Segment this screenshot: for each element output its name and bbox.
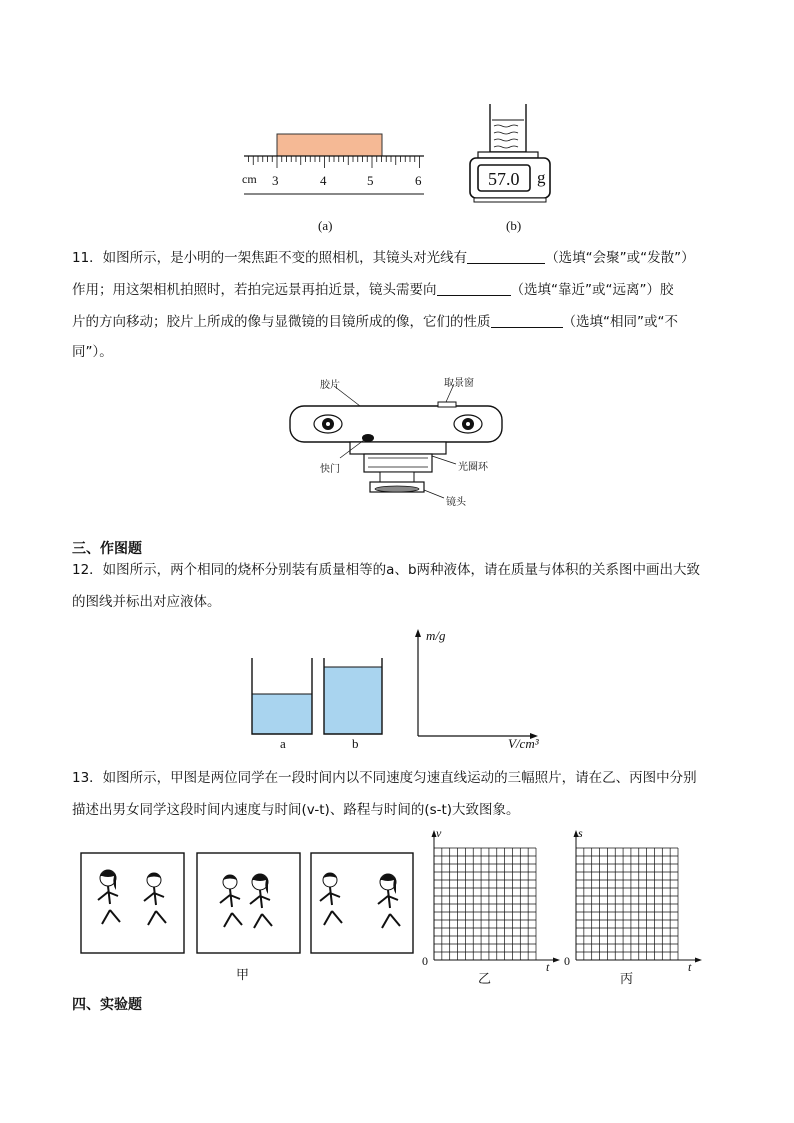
camera-label-aperture: 光圈环	[458, 462, 488, 473]
m-axis-label: m/g	[426, 628, 446, 643]
graph-s-t	[560, 826, 710, 976]
q11-line-3	[72, 314, 678, 330]
graph-v-t	[418, 826, 568, 976]
section-3-heading: 三、作图题	[72, 541, 142, 557]
q11-text-3b: （选填“相同”或“不	[562, 314, 678, 330]
camera-label-lens: 镜头	[446, 497, 466, 508]
v-t-x-label: t	[546, 960, 550, 974]
ruler-diagram	[236, 124, 432, 204]
q11-line-2	[72, 282, 673, 298]
camera-label-viewfinder: 取景窗	[444, 378, 474, 389]
q13-line-1: 13．如图所示，甲图是两位同学在一段时间内以不同速度匀速直线运动的三幅照片，请在乙、丙图中分别	[72, 770, 697, 786]
q11-line-1	[72, 250, 695, 266]
v-axis-label: V/cm³	[508, 736, 539, 751]
figure-a	[236, 124, 432, 204]
q12-diagram	[244, 624, 554, 754]
figure-b	[466, 102, 566, 206]
q12-line-2: 的图线并标出对应液体。	[72, 594, 221, 610]
camera-figure	[286, 372, 516, 508]
q11-text-2a: 作用；用这架相机拍照时，若拍完远景再拍近景，镜头需要向	[72, 282, 437, 298]
q12-figure	[244, 624, 554, 754]
caption-yi: 乙	[478, 972, 492, 987]
v-t-grid	[418, 826, 568, 976]
q11-text-2b: （选填“靠近”或“远离”）胶	[510, 282, 674, 298]
q11-text-1a: 11．如图所示，是小明的一架焦距不变的照相机，其镜头对光线有	[72, 250, 468, 266]
v-t-origin: 0	[422, 954, 428, 968]
scale-unit: g	[537, 168, 546, 187]
v-t-y-label: v	[436, 826, 442, 840]
ruler-tick-3: 3	[272, 173, 279, 188]
section-4-heading: 四、实验题	[72, 997, 142, 1013]
q11-blank-2[interactable]	[437, 282, 511, 296]
caption-b: (b)	[506, 218, 522, 233]
scale-diagram	[466, 102, 566, 206]
caption-jia: 甲	[236, 968, 250, 983]
s-t-x-label: t	[688, 960, 692, 974]
q12-line-1: 12．如图所示，两个相同的烧杯分别装有质量相等的a、b两种液体，请在质量与体积的关系图中画出大致	[72, 562, 701, 578]
q11-text-1b: （选填“会聚”或“发散”）	[545, 250, 695, 266]
q11-blank-3[interactable]	[491, 314, 563, 328]
q13-photos	[80, 852, 414, 956]
ruler-tick-5: 5	[367, 173, 374, 188]
q11-blank-1[interactable]	[467, 250, 545, 264]
camera-label-film: 胶片	[320, 380, 340, 391]
q13-line-2: 描述出男女同学这段时间内速度与时间(v-t)、路程与时间的(s-t)大致图象。	[72, 802, 520, 818]
s-t-y-label: s	[578, 826, 583, 840]
beaker-b-label: b	[352, 736, 359, 751]
camera-label-shutter: 快门	[320, 464, 340, 475]
scale-reading: 57.0	[488, 169, 520, 189]
camera-diagram	[286, 372, 516, 508]
ruler-tick-4: 4	[320, 173, 327, 188]
ruler-tick-6: 6	[415, 173, 422, 188]
running-photos	[80, 852, 414, 956]
s-t-grid	[560, 826, 710, 976]
q11-line-4: 同”）。	[72, 344, 113, 360]
caption-bing: 丙	[620, 972, 634, 987]
caption-a: (a)	[318, 218, 333, 233]
q11-text-3a: 片的方向移动；胶片上所成的像与显微镜的目镜所成的像，它们的性质	[72, 314, 491, 330]
s-t-origin: 0	[564, 954, 570, 968]
beaker-a-label: a	[280, 736, 286, 751]
ruler-unit: cm	[242, 172, 257, 186]
